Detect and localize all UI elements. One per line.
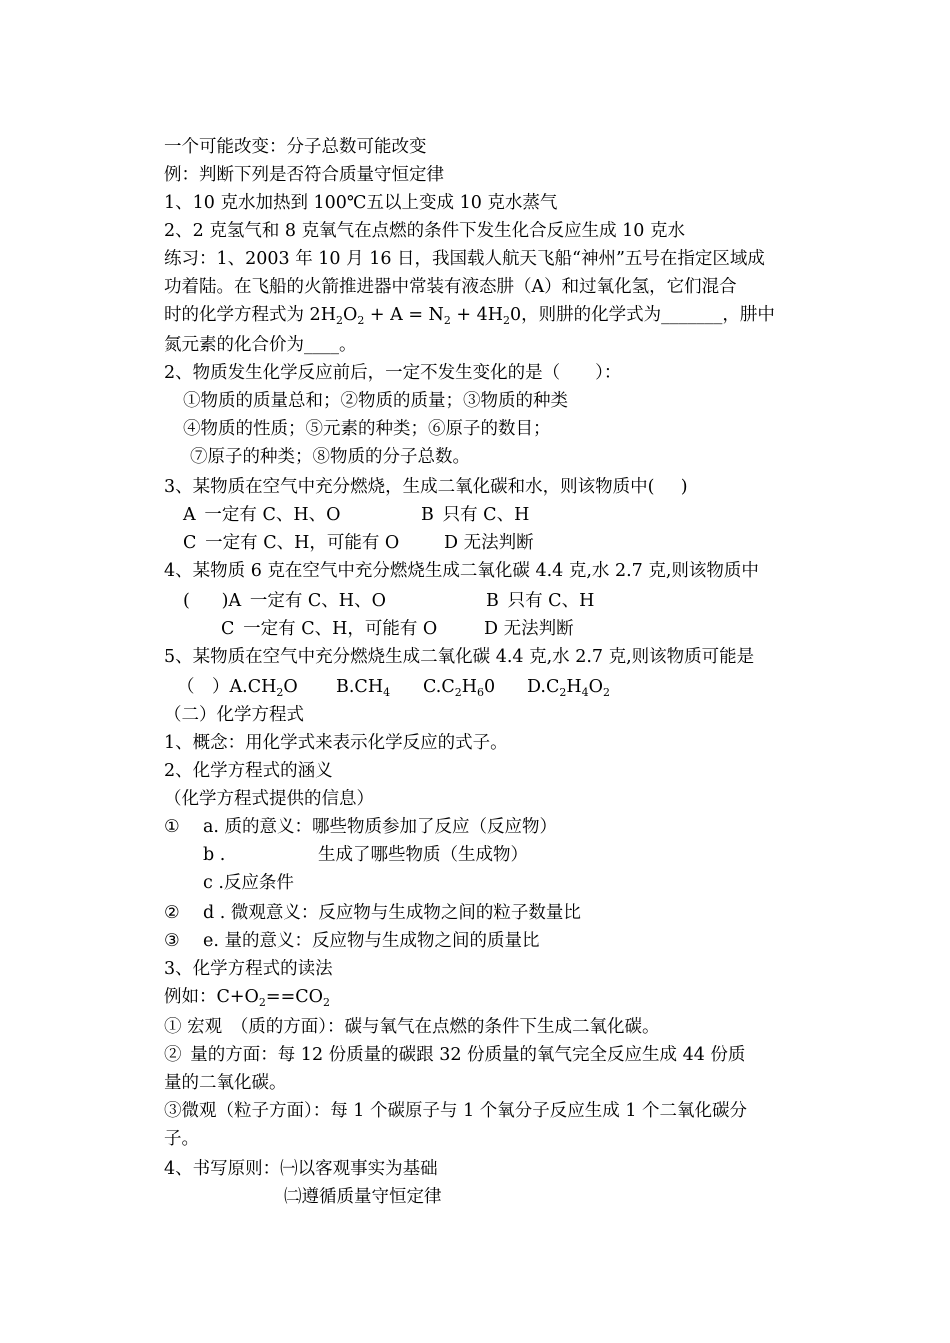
text-line: 2、2 克氢气和 8 克氧气在点燃的条件下发生化合反应生成 10 克水 bbox=[164, 221, 685, 241]
text-line: 例如：$C+O_2==CO_2$ bbox=[164, 987, 330, 1009]
text-line: （化学方程式提供的信息） bbox=[164, 789, 374, 809]
text-line: d . 微观意义：反应物与生成物之间的粒子数量比 bbox=[203, 903, 581, 923]
text-line: 4、某物质 6 克在空气中充分燃烧生成二氧化碳 4.4 克,水 2.7 克,则该物质中 bbox=[164, 561, 759, 581]
text-line: 时的化学方程式为 $2H_2O_2 + A = N_2 + 4H_20$，则肼的化学式为_______，肼中 bbox=[164, 305, 775, 327]
text-line: 一个可能改变：分子总数可能改变 bbox=[164, 137, 427, 157]
text-line: D 无法判断 bbox=[484, 619, 574, 639]
text-line: b . bbox=[203, 845, 226, 865]
text-line: （ ）$A.CH_2O$ bbox=[177, 677, 298, 699]
text-line: 例：判断下列是否符合质量守恒定律 bbox=[164, 165, 444, 185]
text-line: ③微观（粒子方面）：每 1 个碳原子与 1 个氧分子反应生成 1 个二氧化碳分 bbox=[164, 1101, 748, 1121]
text-line: ⑦原子的种类；⑧物质的分子总数。 bbox=[190, 447, 470, 467]
text-line: ① 宏观 （质的方面）：碳与氧气在点燃的条件下生成二氧化碳。 bbox=[164, 1017, 660, 1037]
text-line: 子。 bbox=[164, 1129, 199, 1149]
text-line: A 一定有 C、H、O bbox=[183, 505, 341, 525]
text-line: 氮元素的化合价为____。 bbox=[164, 335, 357, 355]
text-line: $C.C_2H_60$ bbox=[423, 677, 496, 699]
text-line: ㈡遵循质量守恒定律 bbox=[284, 1187, 442, 1207]
text-line: 1、概念：用化学式来表示化学反应的式子。 bbox=[164, 733, 508, 753]
text-line: ② 量的方面：每 12 份质量的碳跟 32 份质量的氧气完全反应生成 44 份质 bbox=[164, 1045, 746, 1065]
text-line: 功着陆。在飞船的火箭推进器中常装有液态肼（A）和过氧化氢，它们混合 bbox=[164, 277, 737, 297]
text-line: 练习：1、2003 年 10 月 16 日，我国载人航天飞船“神州”五号在指定区域成 bbox=[164, 249, 765, 269]
text-line: D 无法判断 bbox=[444, 533, 534, 553]
text-line: $D.C_2H_4O_2$ bbox=[527, 677, 610, 699]
text-line: 2、化学方程式的涵义 bbox=[164, 761, 333, 781]
text-line: C 一定有 C、H，可能有 O bbox=[221, 619, 438, 639]
text-line: 量的二氧化碳。 bbox=[164, 1073, 287, 1093]
text-line: 1、10 克水加热到 100℃五以上变成 10 克水蒸气 bbox=[164, 193, 558, 213]
text-line: ③ bbox=[164, 931, 180, 951]
text-line: ① bbox=[164, 817, 180, 837]
text-line: 3、化学方程式的读法 bbox=[164, 959, 333, 979]
text-line: ② bbox=[164, 903, 180, 923]
text-line: 3、某物质在空气中充分燃烧，生成二氧化碳和水，则该物质中( ) bbox=[164, 477, 688, 497]
text-line: （二）化学方程式 bbox=[164, 705, 304, 725]
text-line: 生成了哪些物质（生成物） bbox=[318, 845, 528, 865]
text-line: 5、某物质在空气中充分燃烧生成二氧化碳 4.4 克,水 2.7 克,则该物质可能是 bbox=[164, 647, 755, 667]
text-line: 2、物质发生化学反应前后，一定不发生变化的是（ ）： bbox=[164, 363, 622, 383]
text-line: C 一定有 C、H，可能有 O bbox=[183, 533, 400, 553]
text-line: B 只有 C、H bbox=[421, 505, 530, 525]
text-line: B 只有 C、H bbox=[486, 591, 595, 611]
text-line: ( )A 一定有 C、H、O bbox=[183, 591, 386, 611]
text-line: e. 量的意义：反应物与生成物之间的质量比 bbox=[203, 931, 540, 951]
text-line: 4、书写原则：㈠以客观事实为基础 bbox=[164, 1159, 438, 1179]
text-line: ①物质的质量总和；②物质的质量；③物质的种类 bbox=[183, 391, 568, 411]
text-line: a. 质的意义：哪些物质参加了反应（反应物） bbox=[203, 817, 558, 837]
text-line: c .反应条件 bbox=[203, 873, 294, 893]
text-line: ④物质的性质；⑤元素的种类；⑥原子的数目； bbox=[183, 419, 551, 439]
text-line: $B.CH_4$ bbox=[336, 677, 391, 699]
